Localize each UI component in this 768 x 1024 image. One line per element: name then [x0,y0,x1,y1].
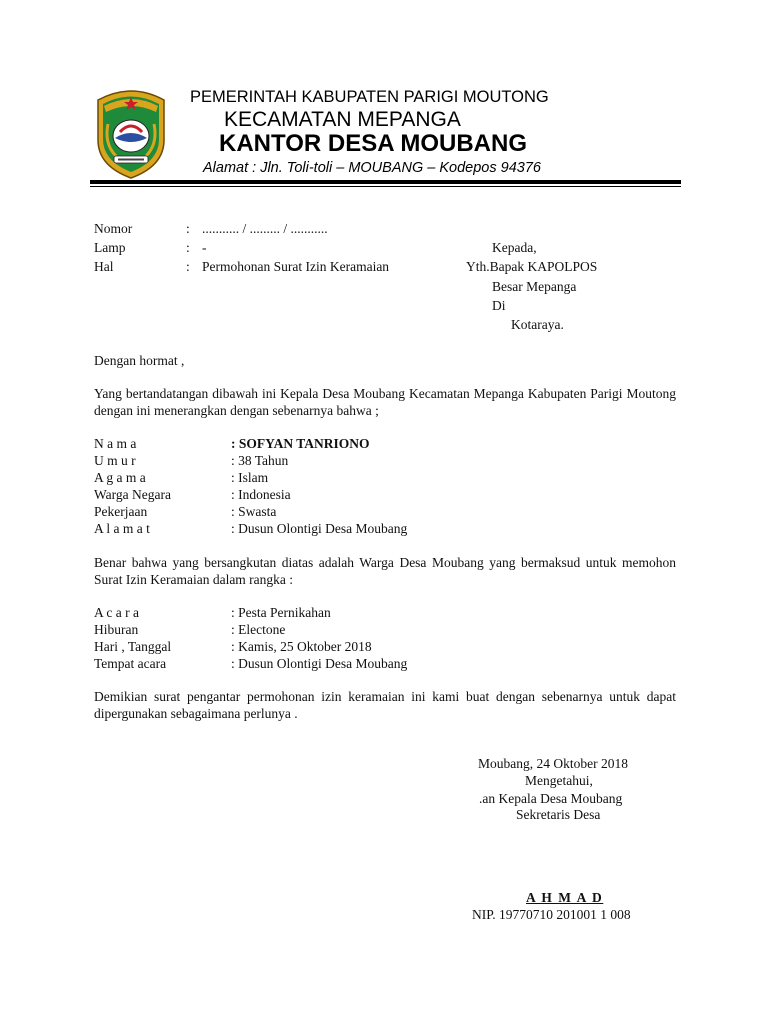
statement-paragraph: Benar bahwa yang bersangkutan diatas adalah Warga Desa Moubang yang bermaksud untuk memohon Surat Izin Keramaian dalam rangka : [94,555,676,587]
person-label-age: U m u r [94,453,136,468]
event-label-place: Tempat acara [94,656,167,671]
government-name: PEMERINTAH KABUPATEN PARIGI MOUTONG [190,88,549,106]
event-value-place: : Dusun Olontigi Desa Moubang [231,656,408,671]
person-label-citizenship: Warga Negara [94,487,171,502]
event-value-date: : Kamis, 25 Oktober 2018 [231,639,372,654]
person-value-citizenship: : Indonesia [231,487,291,502]
person-value-address: : Dusun Olontigi Desa Moubang [231,521,408,536]
signature-place-date: Moubang, 24 Oktober 2018 [478,756,628,771]
person-value-religion: : Islam [231,470,269,485]
greeting: Dengan hormat , [94,353,185,368]
office-name: KANTOR DESA MOUBANG [219,130,528,157]
signature-known: Mengetahui, [525,773,593,788]
recipient-line-yth: Yth.Bapak KAPOLPOS [466,259,598,274]
event-label-hiburan: Hiburan [94,622,139,637]
meta-value-lamp: - [202,240,207,255]
signature-position: Sekretaris Desa [516,807,601,822]
event-value-hiburan: : Electone [231,622,286,637]
person-label-religion: A g a m a [94,470,146,485]
recipient-line-besar: Besar Mepanga [492,279,577,294]
person-value-occupation: : Swasta [231,504,277,519]
intro-paragraph: Yang bertandatangan dibawah ini Kepala Desa Moubang Kecamatan Mepanga Kabupaten Parigi Moutong dengan ini menerangkan dengan sebenarnya bahwa ; [94,386,676,418]
meta-value-hal: Permohonan Surat Izin Keramaian [202,259,390,274]
signatory-name: A H M A D [526,890,604,905]
recipient-line-kepada: Kepada, [492,240,537,255]
header-divider-thin [90,186,681,187]
office-address: Alamat : Jln. Toli-toli – MOUBANG – Kodepos 94376 [203,160,541,176]
event-label-date: Hari , Tanggal [94,639,172,654]
meta-sep-lamp: : [186,240,190,255]
person-value-name: : SOFYAN TANRIONO [231,436,370,451]
person-label-address: A l a m a t [94,521,150,536]
person-label-occupation: Pekerjaan [94,504,148,519]
regency-coat-of-arms-icon [90,84,172,180]
meta-sep-hal: : [186,259,190,274]
event-label-acara: A c a r a [94,605,139,620]
recipient-line-di: Di [492,298,506,313]
person-label-name: N a m a [94,436,137,451]
meta-label-hal: Hal [94,259,114,274]
closing-paragraph: Demikian surat pengantar permohonan izin keramaian ini kami buat dengan sebenarnya untuk dapat dipergunakan sebagaimana perlunya . [94,689,676,721]
event-value-acara: : Pesta Pernikahan [231,605,331,620]
signature-on-behalf: .an Kepala Desa Moubang [479,791,623,806]
meta-label-nomor: Nomor [94,221,133,236]
header-divider-thick [90,180,681,184]
recipient-line-city: Kotaraya. [511,317,564,332]
signatory-nip: NIP. 19770710 201001 1 008 [472,907,631,922]
district-name: KECAMATAN MEPANGA [224,108,461,131]
meta-sep-nomor: : [186,221,190,236]
meta-label-lamp: Lamp [94,240,126,255]
person-value-age: : 38 Tahun [231,453,289,468]
meta-value-nomor: ........... / ......... / ........... [202,221,328,236]
